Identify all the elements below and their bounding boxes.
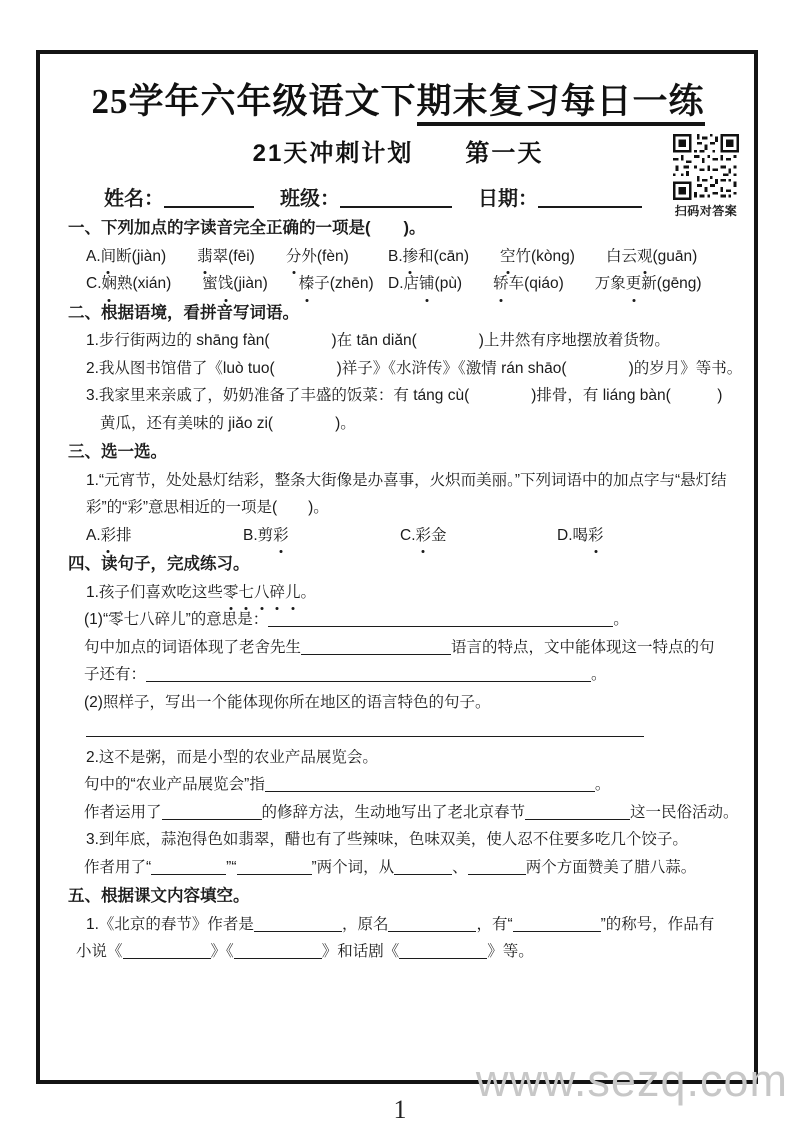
section3-choices bbox=[68, 522, 728, 550]
fill-in-blank bbox=[468, 858, 526, 875]
fill-in-blank bbox=[394, 858, 452, 875]
title-underlined-part: 期末复习每日一练 bbox=[417, 82, 705, 126]
section4-q2-sub1: 句中的“农业产品展览会”指 。 bbox=[84, 776, 611, 793]
fill-in-blank bbox=[265, 776, 595, 793]
page-number: 1 bbox=[393, 1095, 407, 1124]
name-label: 姓名： bbox=[104, 188, 164, 210]
section5-q1-line2: 小说《 》《 》和话剧《 》等。 bbox=[76, 943, 534, 960]
section5-q1-line1: 1.《北京的春节》作者是 ，原名 ，有“ ”的称号，作品有 bbox=[86, 915, 715, 933]
section4-q3-sub1: 作者用了“ ”“ ”两个词，从 、 两个方面赞美了腊八蒜。 bbox=[84, 858, 697, 876]
section4-q2-sub2: 作者运用了 的修辞方法，生动地写出了老北京春节 这一民俗活动。 bbox=[84, 803, 739, 821]
class-field bbox=[280, 182, 452, 211]
page-title bbox=[68, 74, 728, 124]
section4-q2: 2.这不是粥，而是小型的农业产品展览会。 bbox=[86, 748, 378, 766]
qr-code-icon bbox=[673, 134, 739, 200]
fill-in-blank bbox=[399, 943, 487, 960]
section4-q1-sub3-answer-line bbox=[68, 716, 728, 744]
section4-q1-sub1: (1)“零七八碎儿”的意思是： 。 bbox=[84, 611, 629, 628]
option-c: C.娴熟(xián) 蜜饯(jiàn) 榛子(zhēn) bbox=[86, 270, 388, 298]
worksheet-page bbox=[36, 50, 758, 1084]
fill-in-blank bbox=[237, 858, 312, 875]
fill-in-blank bbox=[254, 915, 342, 932]
name-field bbox=[104, 182, 254, 211]
qr-caption: 扫码对答案 bbox=[674, 204, 738, 218]
option-a: A.间断(jiàn) 翡翠(fēi) 分外(fèn) bbox=[86, 243, 388, 271]
section3-q1-line1: 1.“元宵节，处处悬灯结彩，整条大街像是办喜事，火炽而美丽。”下列词语中的加点字与“悬灯结 bbox=[86, 471, 727, 489]
section1-options-row2 bbox=[68, 270, 728, 298]
section3-heading: 三、选一选。 bbox=[68, 443, 167, 461]
fill-in-blank bbox=[513, 915, 601, 932]
section2-heading: 二、根据语境，看拼音写词语。 bbox=[68, 303, 299, 322]
watermark: www.sezq.com bbox=[475, 1055, 788, 1106]
section2-q3-line1: 3.我家里来亲戚了，奶奶准备了丰盛的饭菜：有 táng cù( )排骨，有 liáng bàn( ) bbox=[86, 387, 723, 404]
section1-options-row1 bbox=[68, 243, 728, 271]
student-info-row bbox=[104, 182, 728, 211]
fill-in-blank bbox=[86, 721, 644, 738]
date-label: 日期： bbox=[478, 188, 538, 210]
page-subtitle: 21天冲刺计划 第一天 bbox=[252, 140, 544, 167]
choice-d: D.喝彩 bbox=[557, 522, 714, 550]
fill-in-blank bbox=[146, 666, 591, 683]
fill-in-blank bbox=[234, 943, 322, 960]
choice-c: C.彩金 bbox=[400, 522, 557, 550]
title-prefix: 25学年六年级语文下 bbox=[91, 82, 417, 121]
fill-in-blank bbox=[162, 803, 262, 820]
section3-q1-line2: 彩”的“彩”意思相近的一项是( )。 bbox=[86, 499, 329, 516]
fill-in-blank bbox=[151, 858, 226, 875]
section4-q1: 1.孩子们喜欢吃这些零七八碎儿。 bbox=[68, 579, 728, 607]
option-b: B.掺和(cān) 空竹(kòng) 白云观(guān) bbox=[388, 243, 728, 271]
fill-in-blank bbox=[301, 638, 451, 655]
date-blank bbox=[538, 186, 642, 208]
choice-b: B.剪彩 bbox=[243, 522, 400, 550]
section2-q3-line2: 黄瓜，还有美味的 jiǎo zi( )。 bbox=[100, 414, 356, 432]
name-blank bbox=[164, 186, 254, 208]
date-field bbox=[478, 182, 642, 211]
section4-q1-sub3: (2)照样子，写出一个能体现你所在地区的语言特色的句子。 bbox=[84, 693, 491, 711]
worksheet-content bbox=[40, 54, 754, 966]
fill-in-blank bbox=[525, 803, 630, 820]
section4-heading: 四、读句子，完成练习。 bbox=[68, 555, 250, 573]
class-blank bbox=[340, 186, 452, 208]
section2-q2: 2.我从图书馆借了《luò tuo( )祥子》《水浒传》《激情 rán shāo( )的岁月》等书。 bbox=[86, 359, 743, 377]
fill-in-blank bbox=[123, 943, 211, 960]
section2-q1: 1.步行街两边的 shāng fàn( )在 tān diǎn( )上井然有序地摆放着货物。 bbox=[86, 332, 670, 349]
section4-q3: 3.到年底，蒜泡得色如翡翠，醋也有了些辣味，色味双美，使人忍不住要多吃几个饺子。 bbox=[86, 831, 688, 848]
fill-in-blank bbox=[388, 915, 476, 932]
qr-block bbox=[664, 134, 748, 219]
section1-heading: 一、下列加点的字读音完全正确的一项是( )。 bbox=[68, 219, 426, 237]
section4-q1-sub2-line1: 句中加点的词语体现了老舍先生 语言的特点，文中能体现这一特点的句 bbox=[84, 638, 715, 656]
section5-heading: 五、根据课文内容填空。 bbox=[68, 887, 250, 905]
option-d: D.店铺(pù) 轿车(qiáo) 万象更新(gēng) bbox=[388, 270, 728, 298]
fill-in-blank bbox=[268, 611, 613, 628]
choice-a: A.彩排 bbox=[86, 522, 243, 550]
class-label: 班级： bbox=[280, 188, 340, 210]
section4-q1-sub2-line2: 子还有： 。 bbox=[84, 666, 607, 683]
